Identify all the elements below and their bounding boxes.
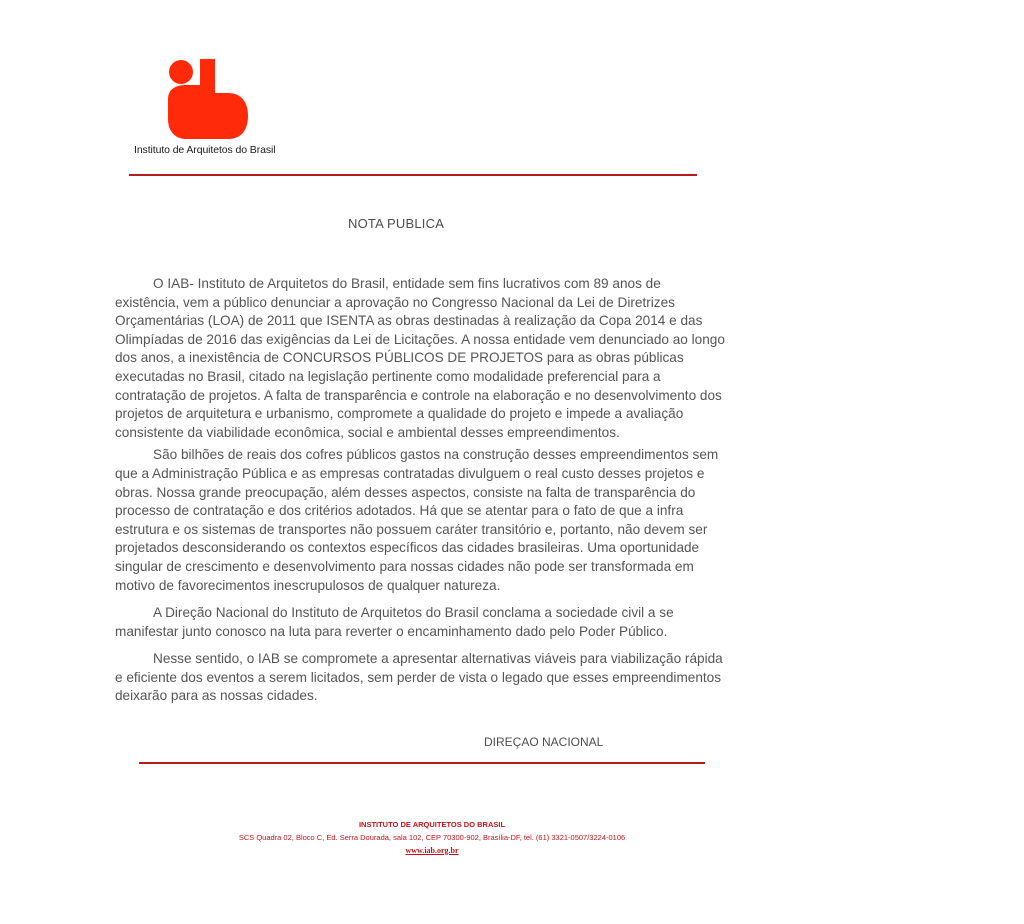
footer-divider xyxy=(139,762,705,764)
paragraph-1: O IAB- Instituto de Arquitetos do Brasil, entidade sem fins lucrativos com 89 anos de existência, vem a público denunciar a aprovação no Congresso Nacional da Lei de Diretrizes Orçamentárias (LOA) de 2011 que ISENTA as obras destinadas à realização da Copa 2014 e das Olimpíadas de 2016 das exigências da Lei de Licitações. A nossa entidade vem denunciado ao longo dos anos, a inexistência de CONCURSOS PÚBLICOS DE PROJETOS para as obras públicas executadas no Brasil, citado na legislação pertinente como modalidade preferencial para a contratação de projetos. A falta de transparência e controle na elaboração e no desenvolvimento dos projetos de arquitetura e urbanismo, compromete a qualidade do projeto e impede a avaliação consistente da viabilidade econômica, social e ambiental desses empreendimentos. xyxy=(115,276,725,440)
paragraph-4: Nesse sentido, o IAB se compromete a apresentar alternativas viáveis para viabilização rápida e eficiente dos eventos a serem licitados, sem perder de vista o legado que esses empreendimentos deixarão para as nossas cidades. xyxy=(115,651,723,704)
document-title: NOTA PUBLICA xyxy=(348,216,445,231)
footer-address: SCS Quadra 02, Bloco C, Ed. Serra Dourada, sala 102, CEP 70300-902, Brasília-DF, tel. (61) 3321-0507/3224-0106 xyxy=(238,833,626,842)
signature: DIREÇAO NACIONAL xyxy=(484,735,604,749)
footer-institution-name: INSTITUTO DE ARQUITETOS DO BRASIL xyxy=(358,820,506,829)
iab-logo-mark xyxy=(166,57,252,143)
iab-logo xyxy=(128,52,308,162)
footer-website-link[interactable]: www.iab.org.br xyxy=(405,846,459,855)
logo-caption: Instituto de Arquitetos do Brasil xyxy=(134,144,276,156)
paragraph-3: A Direção Nacional do Instituto de Arquitetos do Brasil conclama a sociedade civil a se manifestar junto conosco na luta para reverter o encaminhamento dado pelo Poder Público. xyxy=(115,605,674,639)
paragraph-2: São bilhões de reais dos cofres públicos gastos na construção desses empreendimentos sem que a Administração Pública e as empresas contratadas divulguem o real custo desses projetos e obras. Nossa grande preocupação, além desses aspectos, consiste na falta de transparência do processo de contratação e dos critérios adotados. Há que se atentar para o fato de que a infra estrutura e os sistemas de transportes não possuem caráter transitório e, portanto, não devem ser projetados desconsiderando os contextos específicos das cidades brasileiras. Uma oportunidade singular de crescimento e desenvolvimento para nossas cidades não pode ser transformada em motivo de favorecimentos inescrupulosos de qualquer natureza. xyxy=(115,447,719,593)
footer xyxy=(200,819,664,858)
document-body xyxy=(115,275,725,706)
header-divider xyxy=(129,174,697,176)
